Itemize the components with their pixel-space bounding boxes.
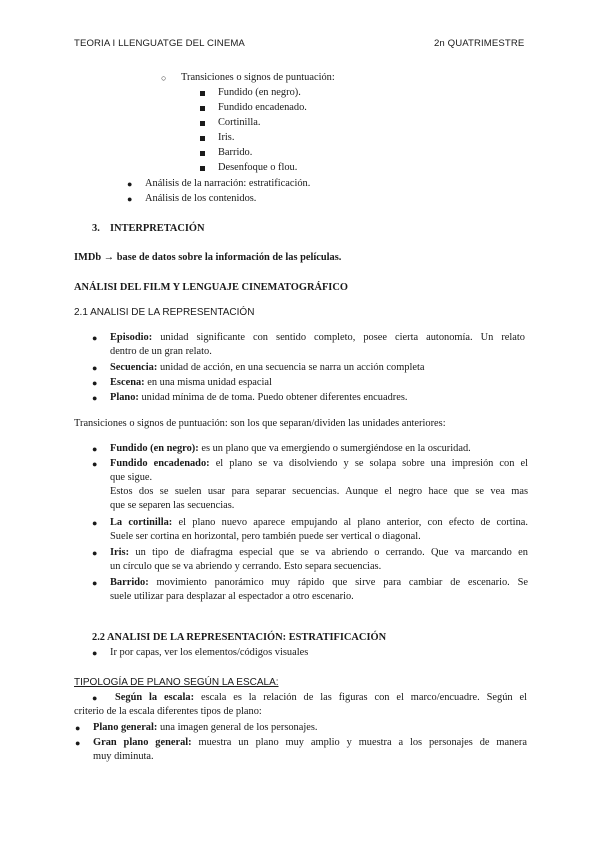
scale-item: Según la escala: escala es la relación de las figuras con el marco/encuadre. Según el criterio de la escala diferentes tipos de plano: — [74, 692, 527, 717]
transitions-intro: Transiciones o signos de puntuación: son los que separan/dividen las unidades anteriores: — [74, 418, 446, 429]
tipologia-title: TIPOLOGÍA DE PLANO SEGÚN LA ESCALA: — [74, 677, 279, 688]
dot-bullet-icon: ● — [92, 363, 98, 373]
dot-bullet-icon: ● — [127, 179, 133, 189]
analysis-item: Análisis de los contenidos. — [145, 193, 257, 204]
dot-bullet-icon: ● — [92, 378, 98, 388]
transition-definition: Fundido encadenado: el plano se va disolviendo y se solapa sobre una impresión con el que sigue. Estos dos se suelen usar para separar secuencias. Aunque el negro hace que se vea mas que se separen las secuencias. — [110, 458, 528, 511]
square-bullet-icon — [200, 136, 205, 141]
square-bullet-icon — [200, 166, 205, 171]
definition-item: Secuencia: unidad de acción, en una secuencia se narra un acción completa — [110, 362, 425, 373]
header-left: TEORIA I LLENGUATGE DEL CINEMA — [74, 38, 245, 49]
definition-item: Episodio: unidad significante con sentido completo, posee cierta autonomía. Un relato dentro de un gran relato. — [110, 332, 525, 357]
dot-bullet-icon: ● — [92, 518, 98, 528]
film-analysis-title: ANÁLISI DEL FILM Y LENGUAJE CINEMATOGRÁFICO — [74, 282, 348, 293]
transition-definition: La cortinilla: el plano nuevo aparece empujando al plano anterior, con efecto de cortina. Suele ser cortina en horizontal, pero también puede ser vertical o diagonal. — [110, 517, 528, 542]
transition-type-item: Fundido (en negro). — [218, 87, 301, 98]
dot-bullet-icon: ● — [92, 444, 98, 454]
section-number: 3. — [92, 223, 100, 234]
transition-definition: Barrido: movimiento panorámico muy rápido que sirve para cambiar de escenario. Se suele utilizar para desplazar al espectador a otro escenario. — [110, 577, 528, 602]
subsection-title: 2.1 ANALISI DE LA REPRESENTACIÓN — [74, 307, 255, 318]
plane-type-item: Plano general: una imagen general de los personajes. — [93, 722, 318, 733]
dot-bullet-icon: ● — [127, 194, 133, 204]
definition-item: Plano: unidad mínima de de toma. Puedo obtener diferentes encuadres. — [110, 392, 408, 403]
imdb-line: IMDb → base de datos sobre la información de las películas. — [74, 252, 342, 263]
layer-item: Ir por capas, ver los elementos/códigos visuales — [110, 647, 309, 658]
transition-type-item: Barrido. — [218, 147, 253, 158]
square-bullet-icon — [200, 151, 205, 156]
analysis-item: Análisis de la narración: estratificación. — [145, 178, 311, 189]
transition-definition: Iris: un tipo de diafragma especial que se va abriendo o cerrando. Que va marcando en un círculo que se va abriendo y cerrando. Esto separa secuencias. — [110, 547, 528, 572]
transition-type-item: Desenfoque o flou. — [218, 162, 298, 173]
transition-type-item: Iris. — [218, 132, 235, 143]
section-title: INTERPRETACIÓN — [110, 223, 205, 234]
dot-bullet-icon: ● — [92, 693, 98, 703]
header-right: 2n QUATRIMESTRE — [434, 38, 525, 49]
circle-bullet-icon: ○ — [161, 73, 167, 83]
square-bullet-icon — [200, 91, 205, 96]
transition-type-item: Fundido encadenado. — [218, 102, 307, 113]
dot-bullet-icon: ● — [92, 578, 98, 588]
transition-type-item: Cortinilla. — [218, 117, 261, 128]
dot-bullet-icon: ● — [75, 723, 81, 733]
subsection-title: 2.2 ANALISI DE LA REPRESENTACIÓN: ESTRATIFICACIÓN — [92, 632, 387, 643]
dot-bullet-icon: ● — [92, 548, 98, 558]
square-bullet-icon — [200, 121, 205, 126]
dot-bullet-icon: ● — [92, 393, 98, 403]
plane-type-item: Gran plano general: muestra un plano muy amplio y muestra a los personajes de manera muy diminuta. — [93, 737, 527, 762]
transition-definition: Fundido (en negro): es un plano que va emergiendo o sumergiéndose en la oscuridad. — [110, 443, 471, 454]
definition-item: Escena: en una misma unidad espacial — [110, 377, 272, 388]
dot-bullet-icon: ● — [92, 333, 98, 343]
dot-bullet-icon: ● — [92, 648, 98, 658]
dot-bullet-icon: ● — [75, 738, 81, 748]
square-bullet-icon — [200, 106, 205, 111]
dot-bullet-icon: ● — [92, 459, 98, 469]
transitions-item: Transiciones o signos de puntuación: — [181, 72, 335, 83]
